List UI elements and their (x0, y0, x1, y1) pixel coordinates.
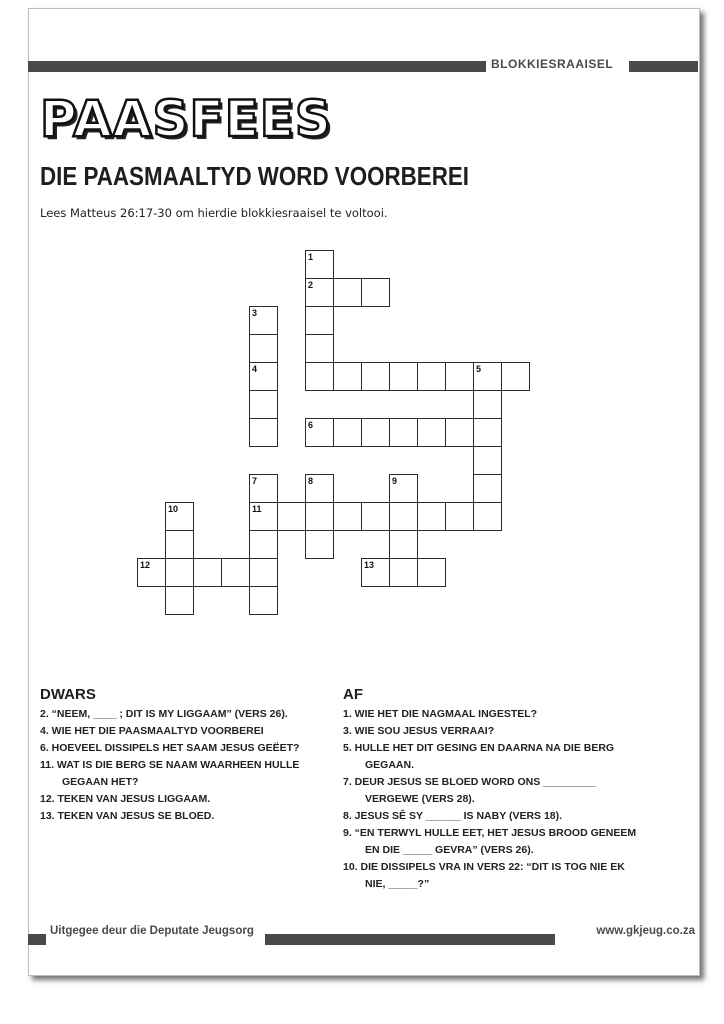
crossword-cell[interactable] (361, 418, 390, 447)
crossword-cell[interactable] (249, 530, 278, 559)
down-clue: 8. JESUS SÊ SY ______ IS NABY (VERS 18). (343, 810, 563, 822)
clue-number: 3 (252, 308, 258, 318)
crossword-cell[interactable] (305, 502, 334, 531)
across-clues (40, 686, 340, 825)
across-clue: 11. WAT IS DIE BERG SE NAAM WAARHEEN HULLE GEGAAN HET? (40, 759, 300, 788)
instruction-text: Lees Matteus 26:17-30 om hierdie blokkiesraaisel te voltooi. (40, 206, 388, 220)
crossword-cell[interactable] (249, 334, 278, 363)
crossword-cell[interactable] (305, 334, 334, 363)
clue-number: 11 (252, 504, 262, 514)
clue-number: 10 (168, 504, 179, 514)
clue-number: 6 (308, 420, 314, 430)
clue-number: 1 (308, 252, 314, 262)
crossword-cell[interactable] (473, 502, 502, 531)
crossword-cell[interactable] (361, 502, 390, 531)
clue-number: 7 (252, 476, 258, 486)
crossword-cell[interactable] (389, 418, 418, 447)
clue-number: 4 (252, 364, 258, 374)
clue-number: 9 (392, 476, 398, 486)
down-clue: 10. DIE DISSIPELS VRA IN VERS 22: “DIT IS TOG NIE EK NIE, _____?” (343, 861, 625, 890)
crossword-cell[interactable] (333, 502, 362, 531)
section-label: BLOKKIESRAAISEL (491, 57, 614, 71)
page-title: PAASFEES (40, 90, 332, 148)
crossword-cell[interactable] (361, 362, 390, 391)
crossword-cell[interactable] (249, 586, 278, 615)
crossword-cell[interactable] (417, 362, 446, 391)
crossword-cell[interactable] (165, 558, 194, 587)
crossword-cell[interactable] (417, 558, 446, 587)
crossword-cell[interactable] (333, 278, 362, 307)
crossword-cell[interactable] (249, 418, 278, 447)
publisher-text: Uitgegee deur die Deputate Jeugsorg (50, 925, 254, 937)
crossword-cell[interactable] (305, 306, 334, 335)
across-clue: 13. TEKEN VAN JESUS SE BLOED. (40, 810, 215, 822)
crossword-cell[interactable] (165, 530, 194, 559)
header-bar-right (629, 61, 698, 72)
across-clue: 6. HOEVEEL DISSIPELS HET SAAM JESUS GEËET? (40, 742, 300, 754)
down-clue: 3. WIE SOU JESUS VERRAAI? (343, 725, 495, 737)
down-clue: 9. “EN TERWYL HULLE EET, HET JESUS BROOD GENEEM EN DIE _____ GEVRA” (VERS 26). (343, 827, 637, 856)
crossword-cell[interactable] (445, 502, 474, 531)
header-bar-left (28, 61, 486, 72)
crossword-cell[interactable] (473, 418, 502, 447)
crossword-cell[interactable] (305, 362, 334, 391)
footer-bar-left (28, 934, 46, 945)
crossword-cell[interactable] (277, 502, 306, 531)
across-clue: 12. TEKEN VAN JESUS LIGGAAM. (40, 793, 211, 805)
crossword-cell[interactable] (473, 446, 502, 475)
website-link[interactable]: www.gkjeug.co.za (596, 925, 695, 937)
crossword-cell[interactable] (361, 278, 390, 307)
crossword-cell[interactable] (389, 558, 418, 587)
page-subtitle: DIE PAASMAALTYD WORD VOORBEREI (40, 161, 469, 191)
clue-number: 12 (140, 560, 151, 570)
crossword-cell[interactable] (333, 362, 362, 391)
down-clue: 1. WIE HET DIE NAGMAAL INGESTEL? (343, 708, 538, 720)
crossword-cell[interactable] (473, 474, 502, 503)
down-clue: 7. DEUR JESUS SE BLOED WORD ONS _________ VERGEWE (VERS 28). (343, 776, 596, 805)
crossword-cell[interactable] (305, 530, 334, 559)
clue-number: 8 (308, 476, 314, 486)
footer-bar-middle (265, 934, 555, 945)
across-clue: 4. WIE HET DIE PAASMAALTYD VOORBEREI (40, 725, 264, 737)
down-clue: 5. HULLE HET DIT GESING EN DAARNA NA DIE BERG GEGAAN. (343, 742, 615, 771)
clue-number: 13 (364, 560, 375, 570)
crossword-cell[interactable] (445, 362, 474, 391)
crossword-cell[interactable] (417, 502, 446, 531)
crossword-cell[interactable] (389, 502, 418, 531)
down-heading: AF (343, 686, 363, 703)
crossword-cell[interactable] (389, 362, 418, 391)
crossword-cell[interactable] (165, 586, 194, 615)
crossword-cell[interactable] (501, 362, 530, 391)
crossword-cell[interactable] (389, 530, 418, 559)
clue-number: 5 (476, 364, 482, 374)
crossword-cell[interactable] (221, 558, 250, 587)
crossword-cell[interactable] (473, 390, 502, 419)
crossword-cell[interactable] (417, 418, 446, 447)
across-clue: 2. “NEEM, ____ ; DIT IS MY LIGGAAM” (VERS 26). (40, 708, 288, 720)
crossword-cell[interactable] (249, 558, 278, 587)
down-clues (343, 686, 643, 893)
clue-number: 2 (308, 280, 314, 290)
crossword-cell[interactable] (333, 418, 362, 447)
crossword-cell[interactable] (249, 390, 278, 419)
crossword-cell[interactable] (445, 418, 474, 447)
crossword-cell[interactable] (193, 558, 222, 587)
across-heading: DWARS (40, 686, 96, 703)
